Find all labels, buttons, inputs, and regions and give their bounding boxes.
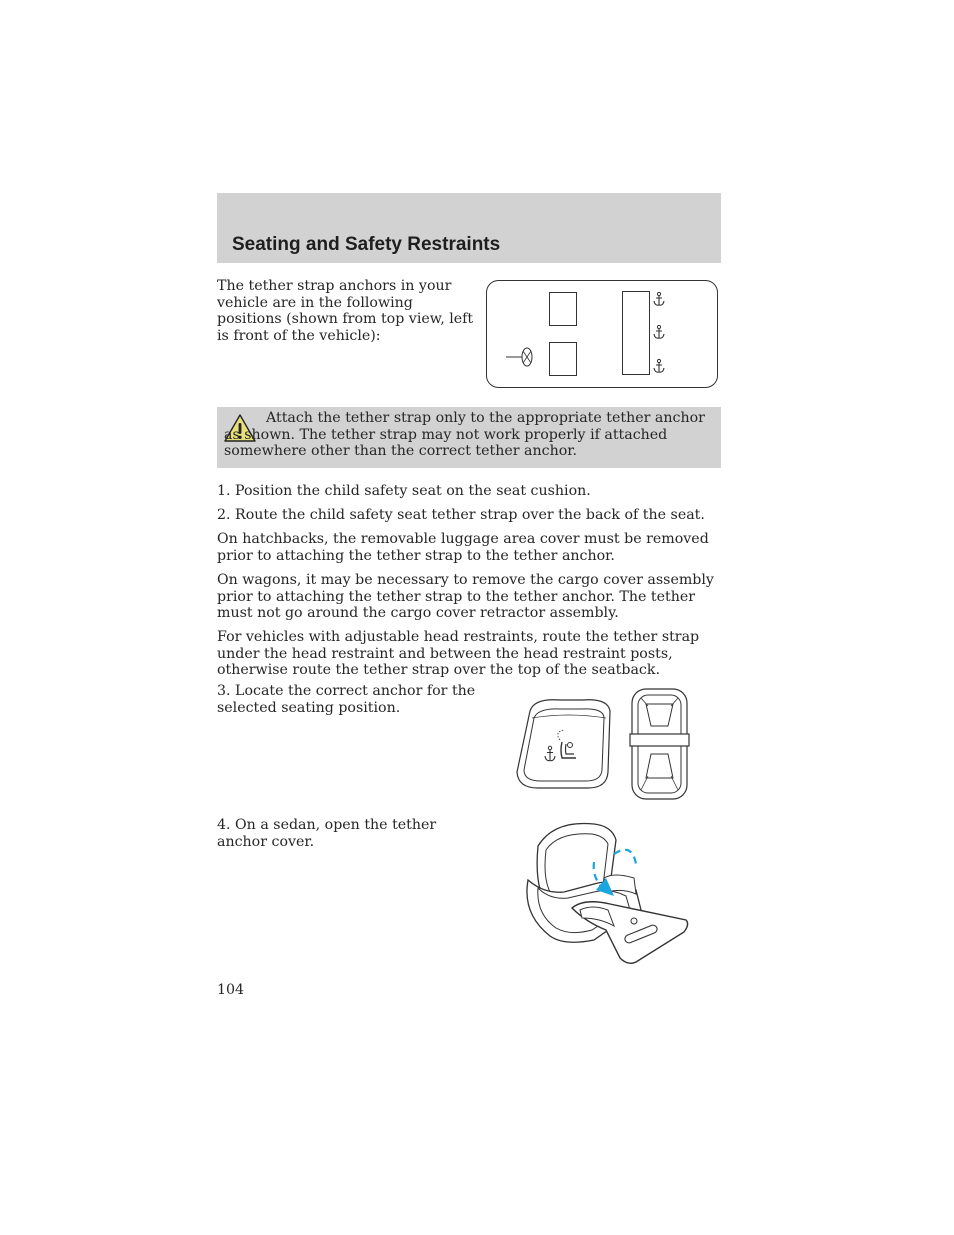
step-4-text: 4. On a sedan, open the tether anchor cover. (217, 817, 437, 850)
wagon-note: On wagons, it may be necessary to remove the cargo cover assembly prior to attaching the tether strap to the tether anchor. The tether must not go around the cargo cover retractor assembly. (217, 572, 714, 621)
tether-anchor-position-diagram (486, 280, 718, 388)
warning-text: Attach the tether strap only to the appropriate tether anchor as shown. The tether strap may not work properly if attached somewhere other than the correct tether anchor. (224, 410, 705, 459)
step-2-text: 2. Route the child safety seat tether strap over the back of the seat. (217, 507, 705, 523)
step-1-text: 1. Position the child safety seat on the seat cushion. (217, 483, 591, 499)
anchor-cover-open (630, 689, 689, 799)
anchor-diagram-svg (486, 280, 718, 388)
head-restraint-note: For vehicles with adjustable head restraints, route the tether strap under the head restraint and between the head restraint posts, otherwise route the tether strap over the top of the seatback. (217, 629, 700, 678)
page-number: 104 (217, 982, 245, 998)
step-3-text: 3. Locate the correct anchor for the selected seating position. (217, 683, 476, 716)
front-seat-right (550, 343, 577, 376)
tether-anchor-covers-illustration (510, 686, 710, 802)
front-seat-left (550, 293, 577, 326)
anchor-cover-closed (517, 700, 610, 788)
intro-paragraph: The tether strap anchors in your vehicle are in the following positions (shown from top view, left is front of the vehicle): (217, 278, 474, 344)
hatchback-note: On hatchbacks, the removable luggage area cover must be removed prior to attaching the tether strap to the tether anchor. (217, 531, 709, 564)
sedan-anchor-cover-open-illustration (524, 818, 694, 968)
section-title: Seating and Safety Restraints (232, 234, 501, 255)
rear-bench-seat (623, 292, 650, 375)
